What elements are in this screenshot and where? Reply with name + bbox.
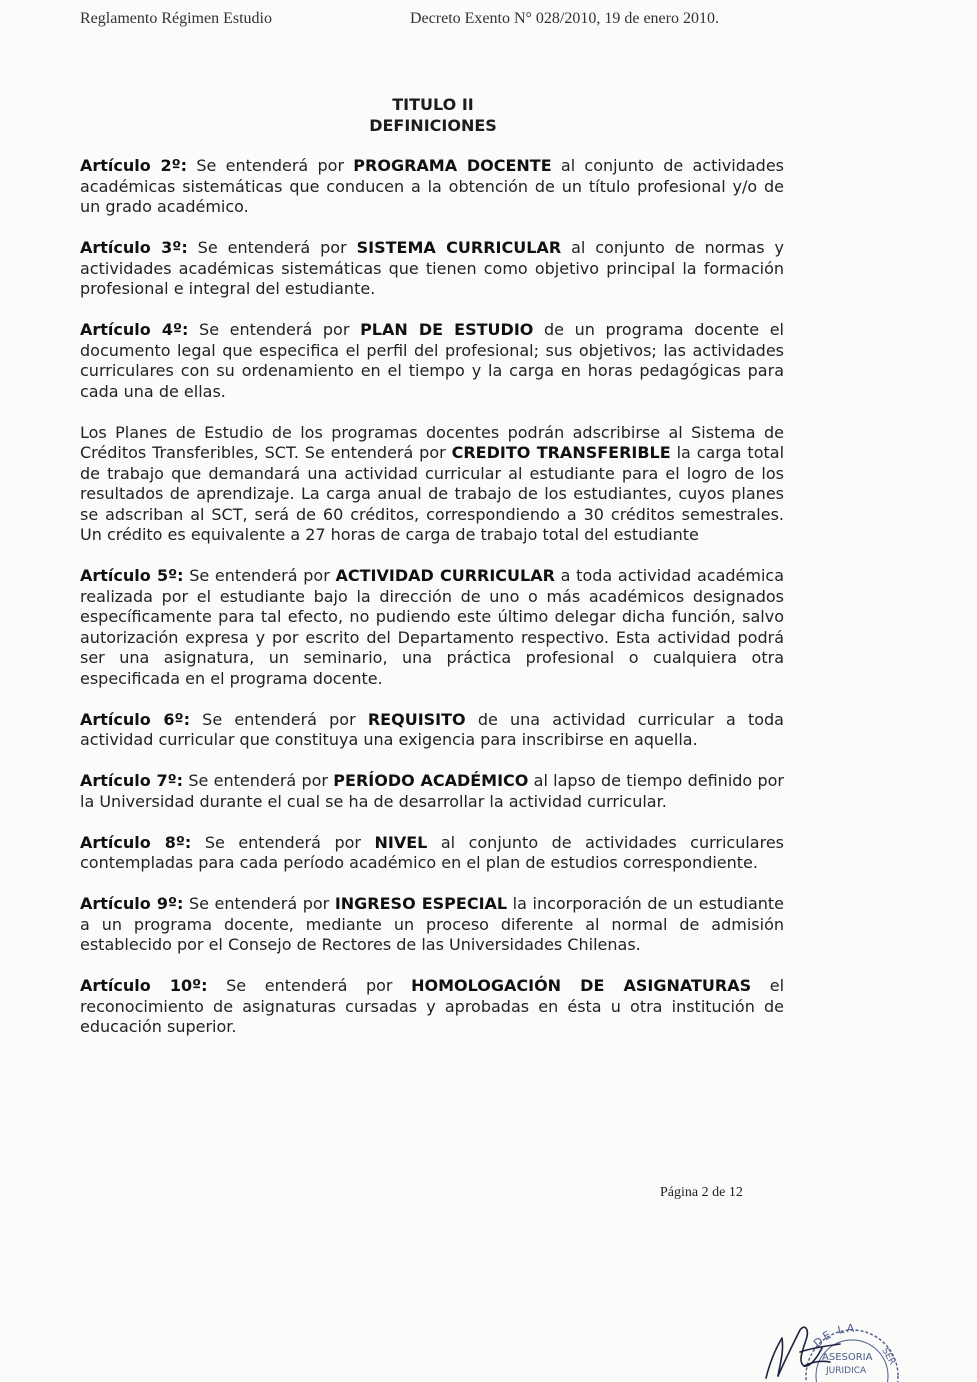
paragraph-text: la incorporación de un estudiante a un programa docente, mediante un proceso diferente al normal de admisión establecido por el Consejo de Rectores de las Universidades Chilenas. xyxy=(80,894,784,954)
paragraph-lead: Se entenderá por xyxy=(189,709,368,729)
defined-term: REQUISITO xyxy=(367,709,466,729)
paragraph-article-2 xyxy=(80,156,784,218)
defined-term: HOMOLOGACIÓN DE ASIGNATURAS xyxy=(411,976,752,995)
paragraph-text: al conjunto de actividades curriculares contempladas para cada período académico en el plan de estudios correspondiente. xyxy=(80,832,785,872)
paragraph-article-9 xyxy=(80,894,784,956)
paragraph-text: al conjunto de normas y actividades académicas sistemáticas que tienen como objetivo principal la formación profesional e integral del estudiante. xyxy=(80,238,784,298)
paragraph-article-6 xyxy=(80,710,784,751)
paragraph-text: a toda actividad académica realizada por el estudiante bajo la dirección de uno o más académicos designados específicamente para tal efecto, no pudiendo este último delegar dicha función, salvo autorización expresa y por escrito del Departamento respectivo. Esta actividad podrá ser una asignatura, un seminario, una práctica profesional o cualquiera otra especificada en el programa docente. xyxy=(80,566,785,688)
paragraph-lead: Se entenderá por xyxy=(207,976,412,995)
section-title xyxy=(0,94,866,136)
running-header-right: Decreto Exento N° 028/2010, 19 de enero 2010. xyxy=(410,10,719,27)
paragraph-lead: Se entenderá por xyxy=(191,832,375,852)
defined-term: PROGRAMA DOCENTE xyxy=(353,156,552,175)
defined-term: INGRESO ESPECIAL xyxy=(334,894,508,913)
paragraph-text: la carga total de trabajo que demandará una actividad curricular al estudiante para el logro de los resultados de aprendizaje. La carga anual de trabajo de los estudiantes, cuyos planes se adscriban al SCT, será de 60 créditos, correspondiendo a 30 créditos semestrales. Un crédito es equivalente a 27 horas de carga de trabajo total del estudiante xyxy=(80,443,785,544)
paragraph-text: al conjunto de actividades académicas sistemáticas que conducen a la obtención de un título profesional y/o de un grado académico. xyxy=(80,156,785,216)
article-label: Artículo 2º: xyxy=(80,156,188,175)
stamp-arc-text: DE LA xyxy=(810,1321,857,1350)
paragraph-text: al lapso de tiempo definido por la Universidad durante el cual se ha de desarrollar la actividad curricular. xyxy=(80,771,784,811)
defined-term: PERÍODO ACADÉMICO xyxy=(333,771,529,790)
defined-term: SISTEMA CURRICULAR xyxy=(356,238,562,257)
paragraph-article-3 xyxy=(80,238,784,300)
defined-term: NIVEL xyxy=(374,832,428,852)
article-label: Artículo 5º: xyxy=(80,566,184,585)
paragraph-text: de un programa docente el documento legal que especifica el perfil del profesional; sus objetivos; las actividades curriculares con su ordenamiento en el tiempo y la carga en horas pedagógicas para cada una de ellas. xyxy=(80,320,784,401)
stamp-middle-text: ASESORIA xyxy=(822,1352,873,1363)
article-label: Artículo 3º: xyxy=(80,238,188,257)
paragraph-article-10 xyxy=(80,976,784,1038)
paragraph-article-8 xyxy=(80,833,784,874)
official-stamp-and-signature xyxy=(760,1290,910,1382)
stamp-bottom-text: JURIDICA xyxy=(826,1366,867,1376)
paragraph-sct xyxy=(80,423,784,546)
article-label: Artículo 4º: xyxy=(80,320,189,339)
paragraph-lead: Se entenderá por xyxy=(187,156,354,175)
defined-term: ACTIVIDAD CURRICULAR xyxy=(335,566,555,585)
defined-term: PLAN DE ESTUDIO xyxy=(360,320,534,339)
running-header-left: Reglamento Régimen Estudio xyxy=(80,10,272,27)
paragraph-article-7 xyxy=(80,771,784,812)
defined-term: CREDITO TRANSFERIBLE xyxy=(451,443,671,462)
article-label: Artículo 8º: xyxy=(80,832,192,852)
paragraph-lead: Se entenderá por xyxy=(188,320,361,339)
paragraph-text: de una actividad curricular a toda actividad curricular que constituya una exigencia para inscribirse en aquella. xyxy=(80,709,784,749)
page-number: Página 2 de 12 xyxy=(660,1185,743,1200)
paragraph-lead: Se entenderá por xyxy=(187,238,357,257)
paragraph-lead: Se entenderá por xyxy=(183,771,334,790)
paragraph-article-5 xyxy=(80,566,784,689)
stamp-side-text: SER xyxy=(879,1346,897,1367)
article-label: Artículo 9º: xyxy=(80,894,184,913)
title-line-1: TITULO II xyxy=(392,95,474,114)
paragraph-text: el reconocimiento de asignaturas cursadas y aprobadas en ésta u otra institución de educación superior. xyxy=(80,976,785,1036)
article-label: Artículo 7º: xyxy=(80,771,184,790)
paragraph-lead: Se entenderá por xyxy=(183,566,336,585)
title-line-2: DEFINICIONES xyxy=(369,116,497,135)
article-label: Artículo 6º: xyxy=(80,709,190,729)
article-label: Artículo 10º: xyxy=(80,976,208,995)
document-body xyxy=(80,156,784,1058)
paragraph-lead: Los Planes de Estudio de los programas docentes podrán adscribirse al Sistema de Créditos Transferibles, SCT. Se entenderá por xyxy=(80,422,784,462)
paragraph-lead: Se entenderá por xyxy=(183,894,335,913)
paragraph-article-4 xyxy=(80,320,784,402)
